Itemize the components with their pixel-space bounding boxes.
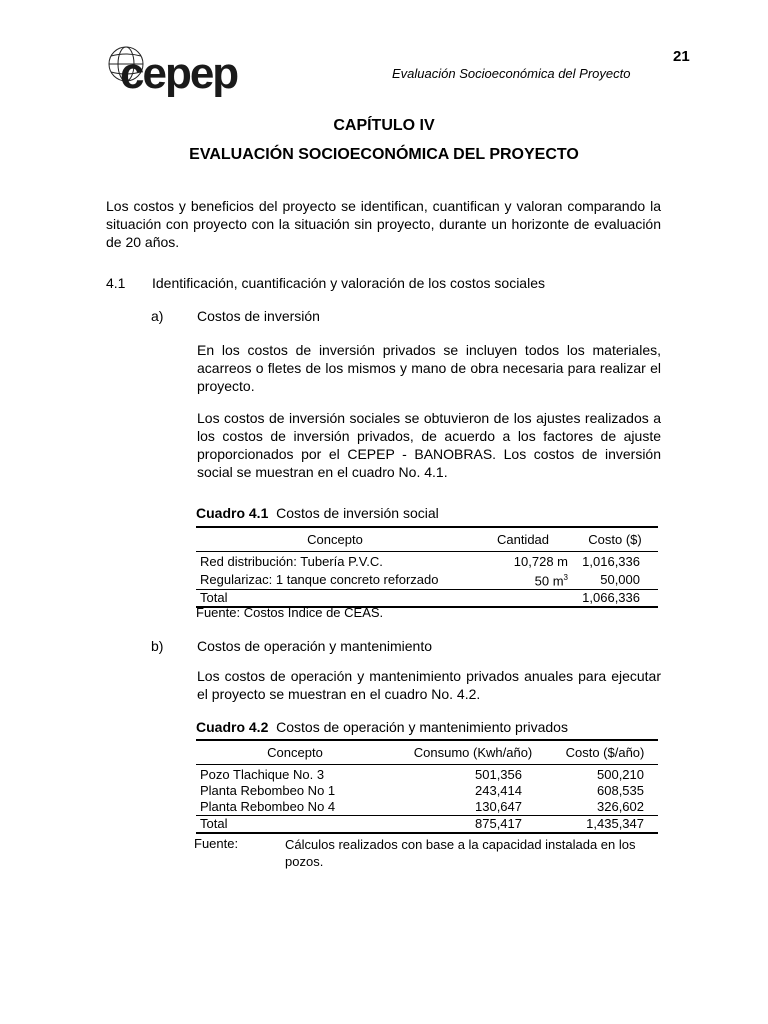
table1-caption	[196, 505, 439, 521]
table1-cell-costo: 1,016,336	[582, 554, 640, 569]
table2-total-consumo: 875,417	[394, 816, 552, 834]
table-row	[196, 552, 658, 571]
running-header: Evaluación Socioeconómica del Proyecto	[392, 66, 631, 81]
table1-col-concepto: Concepto	[196, 527, 474, 552]
table2-cell-concepto: Pozo Tlachique No. 3	[200, 767, 325, 782]
table1-caption-text: Costos de inversión social	[276, 505, 439, 521]
table2-caption	[196, 719, 568, 735]
operation-cost-table	[196, 739, 658, 834]
table2-caption-text: Costos de operación y mantenimiento privados	[276, 719, 568, 735]
table2-cell-consumo: 243,414	[475, 783, 522, 798]
table1-cell-cantidad	[474, 570, 572, 590]
subsection-b-letter: b)	[151, 638, 164, 654]
table2-total-row	[196, 816, 658, 834]
page-number: 21	[673, 48, 690, 65]
table2-header-row	[196, 740, 658, 765]
table1-total-empty	[474, 590, 572, 608]
table1-caption-number: Cuadro 4.1	[196, 505, 269, 521]
table2-cell-consumo: 130,647	[475, 799, 522, 814]
table1-total-label: Total	[196, 590, 474, 608]
table1-total-costo: 1,066,336	[572, 590, 658, 608]
table-row	[196, 783, 658, 799]
investment-cost-table	[196, 526, 658, 608]
table-row	[196, 765, 658, 784]
table1-cell-costo: 50,000	[600, 571, 640, 587]
table2-cell-costo: 500,210	[597, 767, 644, 782]
table2-source-text: Cálculos realizados con base a la capacidad instalada en los pozos.	[285, 837, 636, 869]
table2-col-consumo: Consumo (Kwh/año)	[394, 740, 552, 765]
subsection-a-letter: a)	[151, 308, 164, 324]
table2-total-costo: 1,435,347	[552, 816, 658, 834]
logo-wordmark: cepep	[120, 49, 238, 98]
table2-cell-costo: 326,602	[597, 799, 644, 814]
table2-source-label: Fuente:	[194, 836, 239, 851]
section-title: Identificación, cuantificación y valoración de los costos sociales	[152, 275, 545, 291]
table2-cell-costo: 608,535	[597, 783, 644, 798]
table-row	[196, 799, 658, 816]
investment-paragraph-2: Los costos de inversión sociales se obtuvieron de los ajustes realizados a los costos de inversión privados, de acuerdo a los factores de ajuste proporcionados por el CEPEP - BANOBRAS. Los costos de inversión social se muestran en el cuadro No. 4.1.	[197, 410, 661, 480]
table2-total-label: Total	[196, 816, 394, 834]
subsection-b-title: Costos de operación y mantenimiento	[197, 638, 433, 654]
table2-cell-concepto: Planta Rebombeo No 1	[200, 783, 336, 798]
table2-cell-consumo: 501,356	[475, 767, 522, 782]
operation-paragraph: Los costos de operación y mantenimiento privados anuales para ejecutar el proyecto se muestran en el cuadro No. 4.2.	[197, 668, 661, 702]
table1-header-row	[196, 527, 658, 552]
intro-paragraph: Los costos y beneficios del proyecto se identifican, cuantifican y valoran comparando la situación con proyecto con la situación sin proyecto, durante un horizonte de evaluación de 20 años.	[106, 198, 661, 250]
table2-col-concepto: Concepto	[196, 740, 394, 765]
table-row	[196, 570, 658, 590]
table1-source: Fuente: Costos Indice de CEAS.	[196, 605, 384, 620]
investment-paragraph-1: En los costos de inversión privados se incluyen todos los materiales, acarreos o fletes de los mismos y mano de obra necesaria para realizar el proyecto.	[197, 342, 661, 394]
table2-col-costo: Costo ($/año)	[552, 740, 658, 765]
chapter-number: CAPÍTULO IV	[333, 117, 435, 134]
table1-cell-concepto: Regularizac: 1 tanque concreto reforzado	[200, 571, 439, 587]
table1-col-costo: Costo ($)	[572, 527, 658, 552]
cepep-logo-graphic	[104, 42, 254, 104]
table1-cantidad-exponent: 3	[563, 573, 568, 582]
chapter-title: EVALUACIÓN SOCIOECONÓMICA DEL PROYECTO	[189, 146, 579, 163]
section-number: 4.1	[106, 275, 126, 291]
table1-cell-cantidad: 10,728 m	[513, 554, 568, 569]
table1-col-cantidad: Cantidad	[474, 527, 572, 552]
table1-cell-concepto: Red distribución: Tubería P.V.C.	[200, 554, 383, 569]
subsection-a-title: Costos de inversión	[197, 308, 320, 324]
cepep-logo	[104, 42, 254, 109]
table2-cell-concepto: Planta Rebombeo No 4	[200, 799, 336, 814]
table1-cantidad-value: 50 m	[534, 573, 564, 589]
table2-caption-number: Cuadro 4.2	[196, 719, 269, 735]
